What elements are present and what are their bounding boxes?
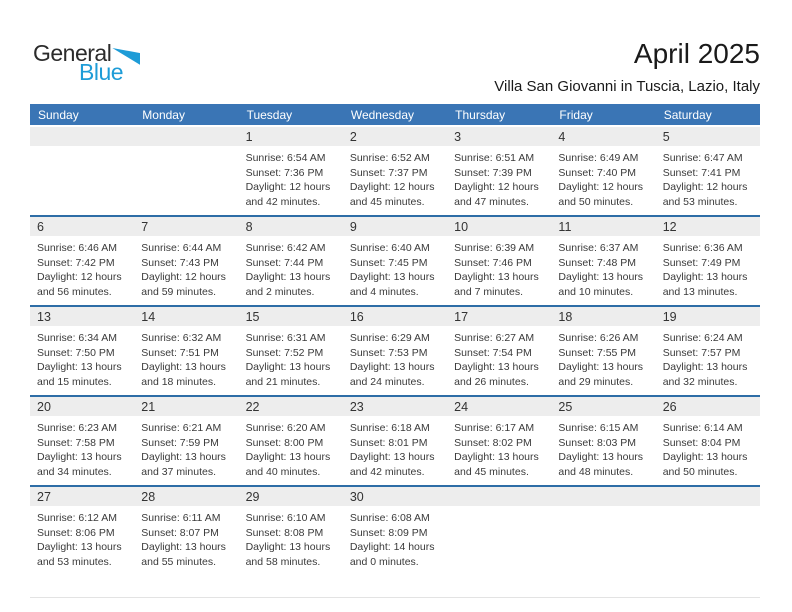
day-cell-body [656,146,760,209]
day-cell-body [30,326,134,389]
day-number-strip [447,127,551,146]
daylight-text: Daylight: 12 hours and 45 minutes. [349,181,435,208]
day-number-strip [134,307,238,326]
day-cell-body [551,236,655,299]
day-number-strip [656,127,760,146]
weekday-header-tuesday: Tuesday [246,107,293,122]
day-cell-14 [134,307,238,395]
day-cell-empty [656,487,760,597]
sunrise-text: Sunrise: 6:40 AM [349,242,430,254]
day-cell-body [656,416,760,479]
day-number-strip [239,397,343,416]
sunrise-text: Sunrise: 6:49 AM [558,152,639,164]
week-row-1 [30,125,760,215]
daylight-text: Daylight: 13 hours and 40 minutes. [245,451,331,478]
day-number: 17 [454,309,469,324]
day-number-strip [551,307,655,326]
day-number-strip [656,217,760,236]
weekday-header-thursday: Thursday [455,107,506,122]
day-cell-body [343,236,447,299]
day-cell-9 [343,217,447,305]
day-number-strip [551,217,655,236]
sunrise-text: Sunrise: 6:42 AM [245,242,326,254]
day-number-strip [343,397,447,416]
daylight-text: Daylight: 13 hours and 15 minutes. [37,361,122,388]
sunrise-text: Sunrise: 6:32 AM [141,332,222,344]
weekday-header-friday: Friday [559,107,593,122]
day-number-strip [239,307,343,326]
sunrise-text: Sunrise: 6:27 AM [454,332,535,344]
sunset-text: Sunset: 7:54 PM [454,346,532,359]
sunset-text: Sunset: 7:40 PM [558,166,637,179]
sunset-text: Sunset: 8:01 PM [349,436,428,449]
day-number-strip [447,397,551,416]
day-cell-6 [30,217,134,305]
day-number-strip [447,217,551,236]
sunrise-text: Sunrise: 6:31 AM [245,332,326,344]
day-cell-empty [447,487,551,597]
day-number: 11 [558,219,572,234]
sunset-text: Sunset: 7:42 PM [37,256,115,269]
sunset-text: Sunset: 7:36 PM [245,166,324,179]
day-cell-body [656,236,760,299]
general-blue-logo [33,40,140,86]
day-cell-body [30,506,134,569]
week-row-3 [30,305,760,395]
day-cell-body [343,146,447,209]
day-cell-body [551,416,655,479]
day-number: 2 [349,129,357,144]
sunset-text: Sunset: 7:46 PM [454,256,532,269]
sunset-text: Sunset: 7:50 PM [37,346,115,359]
calendar-table [30,104,760,598]
day-number: 24 [454,399,469,414]
day-number-strip [30,487,134,506]
day-number-strip [447,307,551,326]
location-subtitle: Villa San Giovanni in Tuscia, Lazio, Italy [494,78,760,95]
sunset-text: Sunset: 8:09 PM [349,526,428,539]
sunset-text: Sunset: 7:45 PM [349,256,428,269]
day-cell-body [343,326,447,389]
daylight-text: Daylight: 12 hours and 47 minutes. [454,181,539,208]
sunrise-text: Sunrise: 6:21 AM [141,422,222,434]
day-number: 12 [662,219,677,234]
sunrise-text: Sunrise: 6:08 AM [349,512,430,524]
weekday-header-sunday: Sunday [38,107,79,122]
sunrise-text: Sunrise: 6:44 AM [141,242,222,254]
daylight-text: Daylight: 13 hours and 32 minutes. [662,361,748,388]
day-number: 8 [245,219,253,234]
day-number: 23 [349,399,364,414]
day-number-strip [447,487,551,506]
day-cell-body [447,326,551,389]
day-number-strip [239,217,343,236]
sunset-text: Sunset: 7:59 PM [141,436,219,449]
sunrise-text: Sunrise: 6:51 AM [454,152,535,164]
daylight-text: Daylight: 12 hours and 53 minutes. [662,181,748,208]
daylight-text: Daylight: 13 hours and 4 minutes. [349,271,435,298]
sunset-text: Sunset: 8:07 PM [141,526,219,539]
day-number: 16 [349,309,364,324]
sunset-text: Sunset: 7:49 PM [662,256,741,269]
month-title: April 2025 [633,38,760,69]
daylight-text: Daylight: 12 hours and 42 minutes. [245,181,331,208]
day-cell-empty [551,487,655,597]
day-cell-body [343,506,447,569]
day-cell-13 [30,307,134,395]
day-number-strip [134,217,238,236]
day-number-strip [134,487,238,506]
daylight-text: Daylight: 13 hours and 45 minutes. [454,451,539,478]
sunset-text: Sunset: 7:53 PM [349,346,428,359]
day-number: 28 [141,489,156,504]
day-number: 10 [454,219,469,234]
sunset-text: Sunset: 7:41 PM [662,166,741,179]
sunrise-text: Sunrise: 6:17 AM [454,422,535,434]
sunset-text: Sunset: 7:48 PM [558,256,637,269]
daylight-text: Daylight: 12 hours and 56 minutes. [37,271,122,298]
day-cell-body [239,326,343,389]
week-row-2 [30,215,760,305]
day-cell-21 [134,397,238,485]
day-cell-body [30,236,134,299]
day-cell-body [134,236,238,299]
day-cell-11 [551,217,655,305]
day-number: 22 [245,399,260,414]
day-cell-body [551,146,655,209]
sunset-text: Sunset: 8:03 PM [558,436,637,449]
day-cell-5 [656,127,760,215]
daylight-text: Daylight: 13 hours and 48 minutes. [558,451,644,478]
day-cell-body [30,416,134,479]
day-number-strip [343,217,447,236]
sunrise-text: Sunrise: 6:18 AM [349,422,430,434]
day-number-strip [551,127,655,146]
sunset-text: Sunset: 8:00 PM [245,436,324,449]
day-cell-body [134,416,238,479]
weekday-header-wednesday: Wednesday [350,107,414,122]
day-number: 4 [558,129,566,144]
daylight-text: Daylight: 13 hours and 37 minutes. [141,451,226,478]
daylight-text: Daylight: 13 hours and 10 minutes. [558,271,644,298]
sunrise-text: Sunrise: 6:29 AM [349,332,430,344]
week-row-5 [30,485,760,598]
day-cell-body [239,236,343,299]
day-cell-27 [30,487,134,597]
day-number: 18 [558,309,573,324]
daylight-text: Daylight: 13 hours and 34 minutes. [37,451,122,478]
day-cell-body [239,416,343,479]
sunrise-text: Sunrise: 6:24 AM [662,332,743,344]
day-cell-28 [134,487,238,597]
day-cell-30 [343,487,447,597]
day-number-strip [551,487,655,506]
day-number: 29 [245,489,260,504]
sunset-text: Sunset: 8:06 PM [37,526,115,539]
daylight-text: Daylight: 13 hours and 2 minutes. [245,271,331,298]
day-cell-body [239,146,343,209]
day-number: 1 [245,129,253,144]
logo-text-blue: Blue [79,59,124,85]
weekday-header-row [30,104,760,125]
day-cell-15 [239,307,343,395]
day-number: 25 [558,399,573,414]
daylight-text: Daylight: 13 hours and 7 minutes. [454,271,539,298]
daylight-text: Daylight: 13 hours and 55 minutes. [141,541,226,568]
day-number-strip [343,127,447,146]
sunset-text: Sunset: 8:08 PM [245,526,324,539]
day-cell-1 [239,127,343,215]
day-cell-20 [30,397,134,485]
daylight-text: Daylight: 13 hours and 24 minutes. [349,361,435,388]
day-cell-12 [656,217,760,305]
sunset-text: Sunset: 7:52 PM [245,346,324,359]
sunset-text: Sunset: 7:39 PM [454,166,532,179]
daylight-text: Daylight: 13 hours and 13 minutes. [662,271,748,298]
day-number: 5 [662,129,670,144]
weekday-header-saturday: Saturday [663,107,712,122]
sunrise-text: Sunrise: 6:20 AM [245,422,326,434]
day-cell-22 [239,397,343,485]
day-number: 27 [37,489,51,504]
daylight-text: Daylight: 13 hours and 21 minutes. [245,361,331,388]
title-block [494,38,760,95]
sunset-text: Sunset: 7:58 PM [37,436,115,449]
day-cell-4 [551,127,655,215]
sunrise-text: Sunrise: 6:37 AM [558,242,639,254]
day-number-strip [656,307,760,326]
day-number: 6 [37,219,44,234]
sunrise-text: Sunrise: 6:14 AM [662,422,743,434]
day-cell-body [447,416,551,479]
weekday-header-monday: Monday [142,107,185,122]
sunrise-text: Sunrise: 6:12 AM [37,512,117,524]
sunrise-text: Sunrise: 6:46 AM [37,242,117,254]
daylight-text: Daylight: 13 hours and 58 minutes. [245,541,331,568]
daylight-text: Daylight: 13 hours and 42 minutes. [349,451,435,478]
day-number-strip [239,127,343,146]
sunset-text: Sunset: 8:04 PM [662,436,741,449]
day-cell-24 [447,397,551,485]
sunrise-text: Sunrise: 6:54 AM [245,152,326,164]
day-number: 7 [141,219,149,234]
sunset-text: Sunset: 7:55 PM [558,346,637,359]
day-cell-body [656,326,760,389]
day-cell-body [447,236,551,299]
weeks-container [30,125,760,598]
day-number-strip [30,397,134,416]
day-number: 14 [141,309,156,324]
sunrise-text: Sunrise: 6:34 AM [37,332,117,344]
sunset-text: Sunset: 8:02 PM [454,436,532,449]
day-cell-body [343,416,447,479]
sunrise-text: Sunrise: 6:52 AM [349,152,430,164]
day-number-strip [343,487,447,506]
day-cell-empty [134,127,238,215]
day-number-strip [30,307,134,326]
day-number: 15 [245,309,260,324]
day-cell-body [551,326,655,389]
sunrise-text: Sunrise: 6:23 AM [37,422,117,434]
day-number-strip [134,397,238,416]
day-cell-body [134,326,238,389]
day-number: 21 [141,399,156,414]
daylight-text: Daylight: 12 hours and 50 minutes. [558,181,644,208]
day-number-strip [343,307,447,326]
sunrise-text: Sunrise: 6:10 AM [245,512,326,524]
sunset-text: Sunset: 7:51 PM [141,346,219,359]
day-cell-body [239,506,343,569]
sunset-text: Sunset: 7:44 PM [245,256,324,269]
day-number-strip [134,127,238,146]
day-cell-body [134,506,238,569]
day-cell-16 [343,307,447,395]
day-cell-29 [239,487,343,597]
day-cell-26 [656,397,760,485]
logo-text-general: General [33,40,112,66]
sunrise-text: Sunrise: 6:36 AM [662,242,743,254]
day-number: 13 [37,309,51,324]
daylight-text: Daylight: 13 hours and 53 minutes. [37,541,122,568]
sunrise-text: Sunrise: 6:47 AM [662,152,743,164]
daylight-text: Daylight: 12 hours and 59 minutes. [141,271,226,298]
sunrise-text: Sunrise: 6:11 AM [141,512,221,524]
day-number-strip [551,397,655,416]
day-cell-10 [447,217,551,305]
daylight-text: Daylight: 14 hours and 0 minutes. [349,541,435,568]
daylight-text: Daylight: 13 hours and 29 minutes. [558,361,644,388]
daylight-text: Daylight: 13 hours and 18 minutes. [141,361,226,388]
day-cell-7 [134,217,238,305]
sunrise-text: Sunrise: 6:39 AM [454,242,535,254]
sunrise-text: Sunrise: 6:26 AM [558,332,639,344]
daylight-text: Daylight: 13 hours and 50 minutes. [662,451,748,478]
daylight-text: Daylight: 13 hours and 26 minutes. [454,361,539,388]
sunset-text: Sunset: 7:57 PM [662,346,741,359]
day-number: 3 [454,129,462,144]
week-row-4 [30,395,760,485]
day-cell-18 [551,307,655,395]
day-cell-23 [343,397,447,485]
day-cell-8 [239,217,343,305]
day-number: 19 [662,309,677,324]
day-number-strip [30,127,134,146]
sunset-text: Sunset: 7:43 PM [141,256,219,269]
day-number: 30 [349,489,364,504]
day-cell-19 [656,307,760,395]
day-cell-body [447,146,551,209]
day-cell-2 [343,127,447,215]
day-number-strip [656,487,760,506]
day-number: 9 [349,219,357,234]
day-number-strip [239,487,343,506]
day-number: 26 [662,399,677,414]
day-number-strip [656,397,760,416]
day-cell-3 [447,127,551,215]
day-cell-17 [447,307,551,395]
day-cell-25 [551,397,655,485]
day-number: 20 [37,399,51,414]
sunset-text: Sunset: 7:37 PM [349,166,428,179]
day-number-strip [30,217,134,236]
day-cell-empty [30,127,134,215]
sunrise-text: Sunrise: 6:15 AM [558,422,639,434]
